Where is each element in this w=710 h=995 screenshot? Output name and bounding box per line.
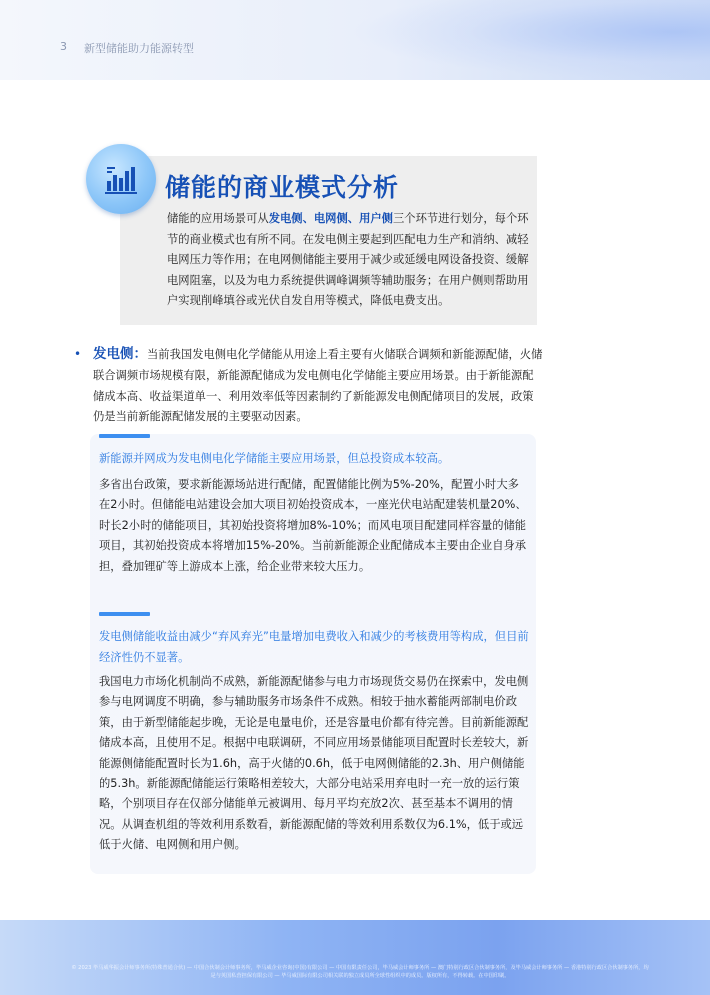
- bullet-text: 当前我国发电侧电化学储能从用途上看主要有火储联合调频和新能源配储，火储联合调频市场规模有限，新能源配储成为发电侧电化学储能主要应用场景。由于新能源配储成本高、收益渠道单一、利用效率低等因素制约了新能源发电侧配储项目的发展，政策仍是当前新能源配储发展的主要驱动因素。: [93, 348, 543, 424]
- bullet-lead: 发电侧：: [93, 346, 147, 362]
- card-text-1: 多省出台政策，要求新能源场站进行配储，配置储能比例为5%-20%，配置小时大多在2小时。但储能电站建设会加大项目初始投资成本，一座光伏电站配建装机量20%、时长2小时的储能项目，其初始投资将增加8%-10%；而风电项目配建同样容量的储能项目，其初始投资成本将增加15%-20%。当前新能源企业配储成本主要由企业自身承担，叠加锂矿等上游成本上涨，给企业带来较大压力。: [99, 478, 527, 573]
- bullet-dot-icon: •: [74, 347, 82, 361]
- intro-text-start: 储能的应用场景可从: [167, 212, 269, 225]
- card-accent-bar: [99, 612, 150, 616]
- section-title: 储能的商业模式分析: [165, 173, 400, 202]
- section-intro: [167, 209, 535, 312]
- card-heading-1: 新能源并网成为发电侧电化学储能主要应用场景，但总投资成本较高。: [99, 452, 450, 465]
- footer-band: [0, 920, 710, 995]
- card-accent-bar: [99, 434, 150, 438]
- banner-wave-decoration: [350, 0, 710, 80]
- bullet-paragraph: [93, 344, 543, 428]
- footer-copyright: © 2023 毕马威华振会计师事务所(特殊普通合伙) — 中国合伙制会计师事务所，毕马威企业咨询(中国)有限公司 — 中国有限责任公司，毕马威会计师事务所 — 澳门特别行政区合伙制事务所，及毕马威会计师事务所 — 香港特别行政区合伙制事务所，均是与英国私营担保有限公司 — 毕马威国际有限公司相关联的独立成员所全球性组织中的成员。版权所有，不得转载。在中国印刷。: [71, 965, 649, 979]
- intro-highlight: 发电侧、电网侧、用户侧: [268, 212, 393, 225]
- page-number: 3: [60, 40, 67, 53]
- card-text-2: 我国电力市场化机制尚不成熟，新能源配储参与电力市场现货交易仍在探索中，发电侧参与电网调度不明确，参与辅助服务市场条件不成熟。相较于抽水蓄能两部制电价政策，由于新型储能起步晚，无论是电量电价，还是容量电价都有待完善。目前新能源配储成本高，且使用不足。根据中电联调研，不同应用场景储能项目配置时长差较大，新能源侧储能配置时长为1.6h，高于火储的0.6h，低于电网侧储能的2.3h、用户侧储能的5.3h。新能源配储能运行策略相差较大，大部分电站采用弃电时一充一放的运行策略，个别项目存在仅部分储能单元被调用、每月平均充放2次、甚至基本不调用的情况。从调查机组的等效利用系数看，新能源配储的等效利用系数仅为6.1%，低于或远低于火储、电网侧和用户侧。: [99, 675, 529, 852]
- intro-text-end: 三个环节进行划分，每个环节的商业模式也有所不同。在发电侧主要起到匹配电力生产和消纳、减轻电网压力等作用；在电网侧储能主要用于减少或延缓电网设备投资、缓解电网阻塞，以及为电力系统提供调峰调频等辅助服务；在用户侧则帮助用户实现削峰填谷或光伏自发自用等模式，降低电费支出。: [167, 212, 529, 308]
- bar-chart-icon: [86, 144, 156, 214]
- running-title: 新型储能助力能源转型: [84, 42, 194, 55]
- card-heading-2: 发电侧储能收益由减少“弃风弃光”电量增加电费收入和减少的考核费用等构成，但目前经济性仍不显著。: [99, 630, 529, 664]
